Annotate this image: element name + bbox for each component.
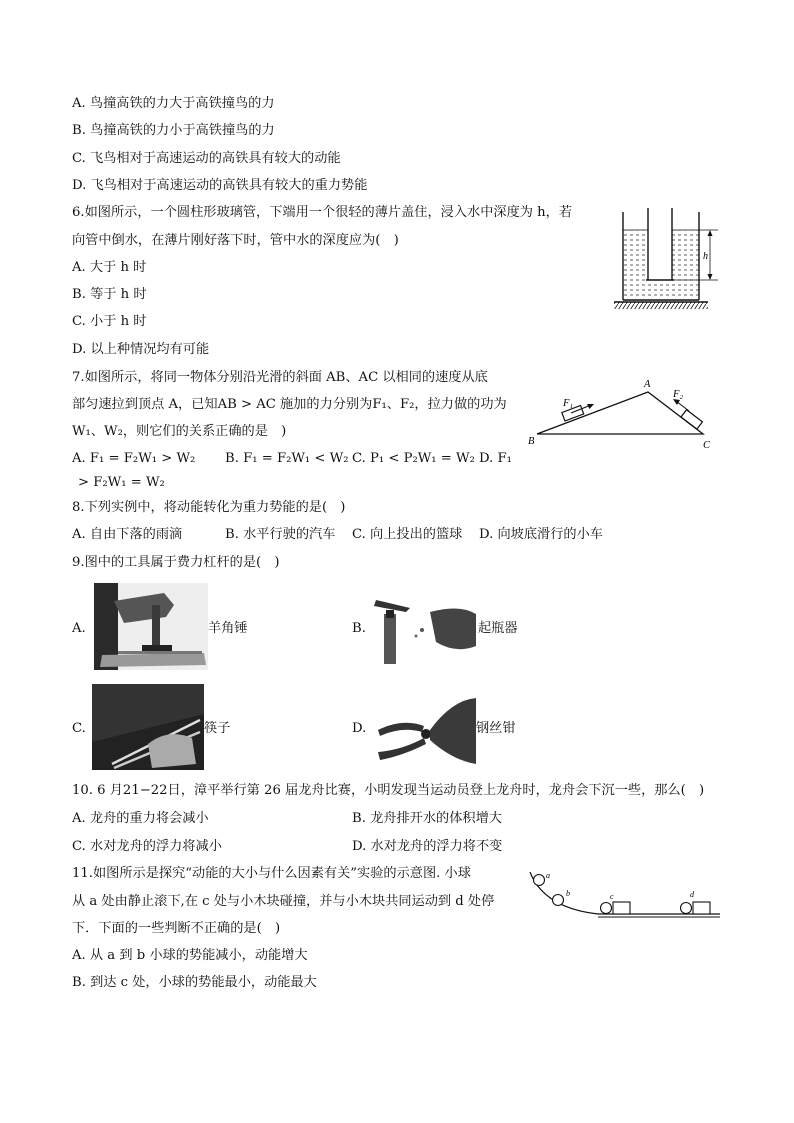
q11-label-a: a [546, 871, 550, 880]
q5-option-b: B. 鸟撞高铁的力小于高铁撞鸟的力 [72, 123, 275, 138]
q7-label-c: C [703, 440, 711, 451]
q11-ball-d [681, 903, 692, 914]
q9-stem: 9.图中的工具属于费力杠杆的是( ) [72, 555, 280, 570]
q10-stem: 10. 6 月21−22日，漳平举行第 26 届龙舟比赛，小明发现当运动员登上龙舟时，龙舟会下沉一些，那么( ) [72, 783, 705, 798]
q9-option-d-letter: D. [352, 721, 367, 736]
q6-h-label: h [703, 251, 708, 262]
q11-ramp-figure [526, 866, 724, 922]
q11-block-d [693, 902, 710, 914]
q6-option-c: C. 小于 h 时 [72, 314, 147, 329]
q9-option-b-letter: B. [352, 621, 366, 636]
q11-ball-a [534, 875, 545, 886]
q9-chopsticks-photo [92, 684, 204, 770]
q7-label-b: B [528, 436, 535, 447]
q8-option-d: D. 向坡底滑行的小车 [479, 527, 603, 542]
q8-option-b: B. 水平行驶的汽车 [225, 527, 336, 542]
q6-tube-inside [648, 208, 672, 280]
q5-option-d: D. 飞鸟相对于高速运动的高铁具有较大的重力势能 [72, 178, 368, 193]
q9-option-a-letter: A. [72, 621, 86, 636]
q5-option-c: C. 飞鸟相对于高速运动的高铁具有较大的动能 [72, 151, 341, 166]
q10-option-d: D. 水对龙舟的浮力将不变 [352, 839, 503, 854]
q9-bottle-opener-photo [370, 590, 478, 664]
q7-incline-figure [525, 372, 725, 452]
q7-stem-line2: 部匀速拉到顶点 A，已知AB > AC 施加的力分别为F₁、F₂，拉力做的功为 [72, 397, 507, 412]
q7-stem-line3: W₁、W₂，则它们的关系正确的是 ) [72, 424, 287, 439]
q6-stem-line1: 6.如图所示，一个圆柱形玻璃管，下端用一个很轻的薄片盖住，浸入水中深度为 h，若 [72, 205, 573, 220]
q8-option-a: A. 自由下落的雨滴 [72, 527, 183, 542]
q10-option-c: C. 水对龙舟的浮力将减小 [72, 839, 222, 854]
q11-stem-line1: 11.如图所示是探究“动能的大小与什么因素有关”实验的示意图. 小球 [72, 866, 471, 881]
q7-label-a: A [644, 379, 651, 390]
q9-hammer-photo [94, 583, 208, 670]
q7-label-f2: F₂ [673, 389, 684, 400]
q6-option-b: B. 等于 h 时 [72, 287, 147, 302]
q11-label-d: d [690, 890, 694, 899]
q6-dim-arrowhead-bottom [708, 274, 713, 280]
q9-option-c-label: 筷子 [204, 721, 231, 736]
q7-option-d-part1: D. F₁ [479, 451, 512, 466]
q9-option-c-letter: C. [72, 721, 86, 736]
q10-option-b: B. 龙舟排开水的体积增大 [352, 811, 502, 826]
q7-option-d-part2: > F₂W₁ = W₂ [78, 475, 165, 490]
q11-label-c: c [610, 892, 614, 901]
q7-option-b: B. F₁ = F₂W₁ < W₂ [225, 451, 349, 466]
q10-option-a: A. 龙舟的重力将会减小 [72, 811, 209, 826]
q9-pliers-photo [372, 690, 476, 772]
q11-stem-line3: 下．下面的一些判断不正确的是( ) [72, 921, 281, 936]
q11-label-b: b [566, 889, 570, 898]
q7-option-a: A. F₁ = F₂W₁ > W₂ [72, 451, 196, 466]
q11-block-c [613, 902, 630, 914]
q6-dim-arrowhead-top [708, 230, 713, 236]
q6-option-a: A. 大于 h 时 [72, 260, 147, 275]
q7-option-c: C. P₁ < P₂W₁ = W₂ [352, 451, 475, 466]
q6-stem-line2: 向管中倒水，在薄片刚好落下时，管中水的深度应为( ) [72, 233, 399, 248]
q6-option-d: D. 以上种情况均有可能 [72, 342, 210, 357]
q7-stem-line1: 7.如图所示，将同一物体分别沿光滑的斜面 AB、AC 以相同的速度从底 [72, 370, 488, 385]
q11-option-b: B. 到达 c 处，小球的势能最小，动能最大 [72, 975, 317, 990]
q11-stem-line2: 从 a 处由静止滚下,在 c 处与小木块碰撞，并与小木块共同运动到 d 处停 [72, 894, 495, 909]
q5-option-a: A. 鸟撞高铁的力大于高铁撞鸟的力 [72, 96, 275, 111]
q9-option-a-label: 羊角锤 [208, 621, 248, 636]
q11-ball-c [601, 903, 612, 914]
q6-ground-hatch [614, 302, 708, 309]
q8-option-c: C. 向上投出的篮球 [352, 527, 463, 542]
q8-stem: 8.下列实例中，将动能转化为重力势能的是( ) [72, 500, 346, 515]
q9-option-d-label: 钢丝钳 [476, 721, 516, 736]
q9-option-b-label: 起瓶器 [478, 621, 518, 636]
q11-option-a: A. 从 a 到 b 小球的势能减小，动能增大 [72, 948, 308, 963]
q6-tube-figure [606, 208, 726, 314]
q7-label-f1: F₁ [563, 398, 574, 409]
q11-ball-b [553, 895, 564, 906]
